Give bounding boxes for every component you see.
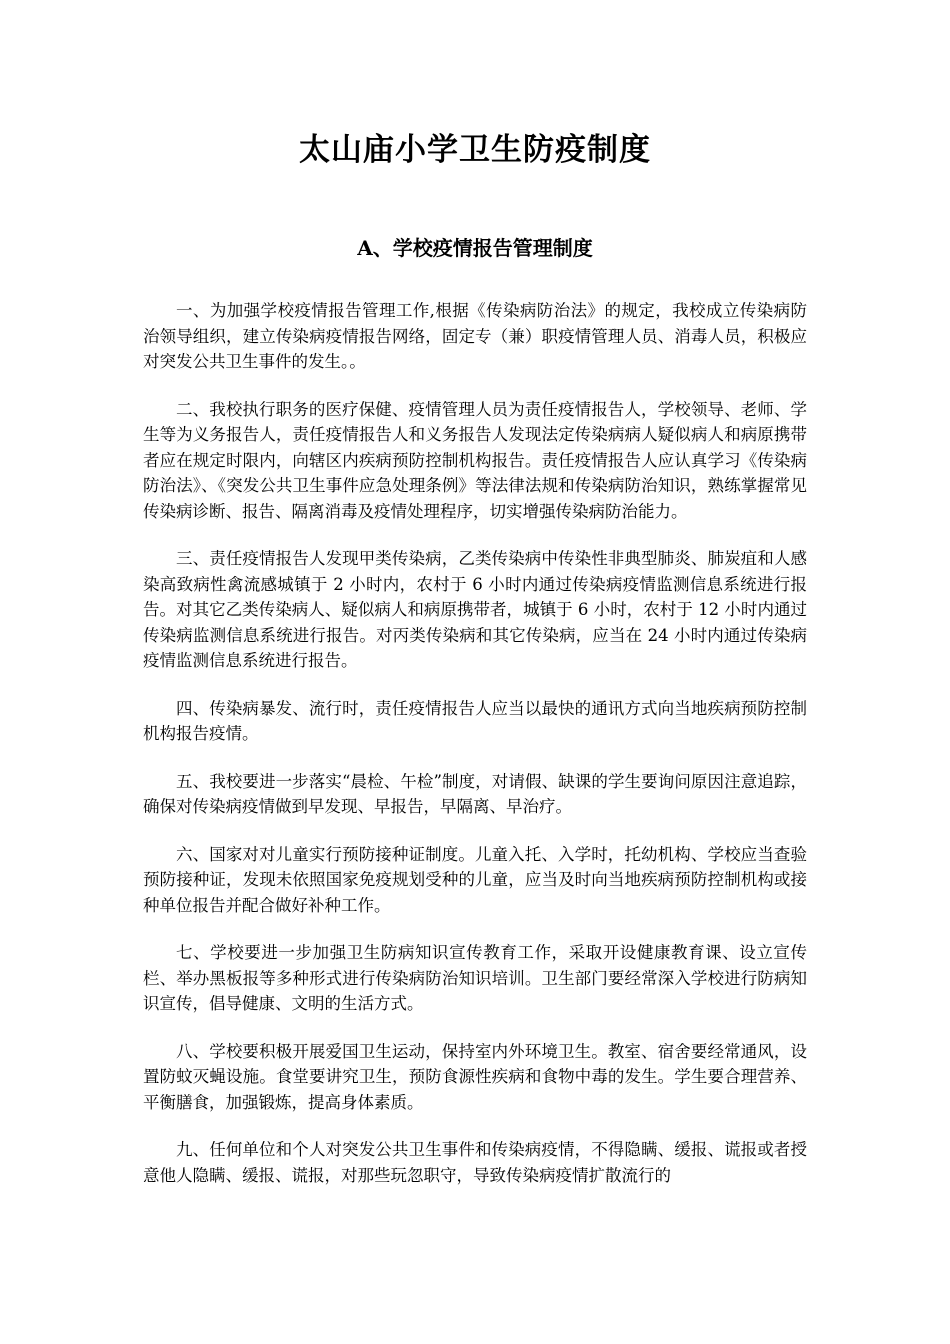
paragraph-3: 三、责任疫情报告人发现甲类传染病，乙类传染病中传染性非典型肺炎、肺炭疽和人感染高致病性禽流感城镇于 2 小时内，农村于 6 小时内通过传染病疫情监测信息系统进行报告。对其它乙类传染病人、疑似病人和病原携带者，城镇于 6 小时，农村于 12 小时内通过传染病监测信息系统进行报告。对丙类传染病和其它传染病，应当在 24 小时内通过传染病疫情监测信息系统进行报告。 [143,549,807,670]
paragraph-1: 一、为加强学校疫情报告管理工作,根据《传染病防治法》的规定，我校成立传染病防治领导组织，建立传染病疫情报告网络，固定专（兼）职疫情管理人员、消毒人员，积极应对突发公共卫生事件的发生。。 [143,301,807,371]
paragraph-8: 八、学校要积极开展爱国卫生运动，保持室内外环境卫生。教室、宿舍要经常通风，设置防蚊灭蝇设施。食堂要讲究卫生，预防食源性疾病和食物中毒的发生。学生要合理营养、平衡膳食，加强锻炼，提高身体素质。 [143,1041,807,1112]
document-title: 太山庙小学卫生防疫制度 [299,132,651,168]
paragraph-6: 六、国家对对儿童实行预防接种证制度。儿童入托、入学时，托幼机构、学校应当查验预防接种证，发现未依照国家免疫规划受种的儿童，应当及时向当地疾病预防控制机构或接种单位报告并配合做好补种工作。 [143,844,807,915]
section-title: A、学校疫情报告管理制度 [357,236,593,260]
paragraph-2: 二、我校执行职务的医疗保健、疫情管理人员为责任疫情报告人，学校领导、老师、学生等为义务报告人，责任疫情报告人和义务报告人发现法定传染病病人疑似病人和病原携带者应在规定时限内，向辖区内疾病预防控制机构报告。责任疫情报告人应认真学习《传染病防治法》、《突发公共卫生事件应急处理条例》等法律法规和传染病防治知识，熟练掌握常见传染病诊断、报告、隔离消毒及疫情处理程序，切实增强传染病防治能力。 [143,399,807,521]
paragraph-7: 七、学校要进一步加强卫生防病知识宣传教育工作，采取开设健康教育课、设立宣传栏、举办黑板报等多种形式进行传染病防治知识培训。卫生部门要经常深入学校进行防病知识宣传，倡导健康、文明的生活方式。 [143,943,807,1013]
paragraph-5: 五、我校要进一步落实“晨检、午检”制度，对请假、缺课的学生要询问原因注意追踪，确保对传染病疫情做到早发现、早报告，早隔离、早治疗。 [143,771,807,816]
document-body [143,298,807,1210]
paragraph-4: 四、传染病暴发、流行时，责任疫情报告人应当以最快的通讯方式向当地疾病预防控制机构报告疫情。 [143,698,807,743]
paragraph-9: 九、任何单位和个人对突发公共卫生事件和传染病疫情，不得隐瞒、缓报、谎报或者授意他人隐瞒、缓报、谎报，对那些玩忽职守，导致传染病疫情扩散流行的 [143,1140,807,1185]
